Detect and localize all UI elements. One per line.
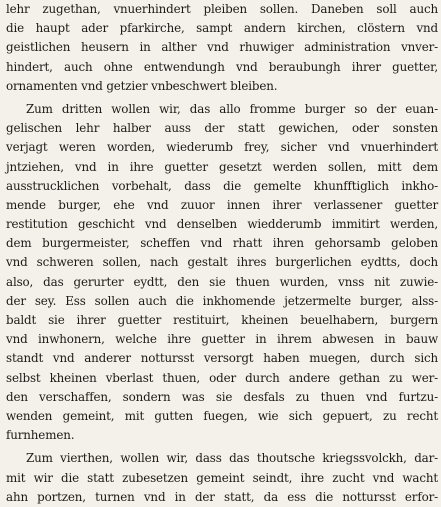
text-line: mende burger, ehe vnd zuuor innen ihrer verlassener guetter <box>6 197 438 212</box>
text-line: standt vnd anderer nottursst versorgt haben muegen, durch sich <box>6 351 438 366</box>
text-line: wenden gemeint, mit gutten fuegen, wie sich gepuert, zu recht <box>6 408 438 423</box>
text-line: mit wir die statt zubesetzen gemeint seindt, ihre zucht vnd wacht <box>6 470 438 485</box>
text-line: dem burgermeister, scheffen vnd rhatt ihren gehorsamb geloben <box>6 236 438 251</box>
paragraph <box>6 100 438 445</box>
text-line: vnd inwhonern, welche ihre guetter in ihrem abwesen in bauw <box>6 332 438 347</box>
document-body <box>6 0 438 507</box>
text-line: geistlichen heusern in alther vnd rhuwiger administration vnver- <box>6 40 438 55</box>
text-line: vnd schweren sollen, nach gestalt ihres burgerlichen eydtts, doch <box>6 255 438 270</box>
document-page <box>6 0 438 504</box>
text-line: baldt sie ihrer guetter restituirt, kheinen beuelhabern, burgern <box>6 313 438 327</box>
text-line: der sey. Ess sollen auch die inkhomende jetzermelte burger, alss- <box>6 293 438 308</box>
text-line: Zum vierthen, wollen wir, dass das thoutsche kriegssvolckh, dar- <box>26 451 438 466</box>
text-line: also, das gerurter eydtt, den sie thuen wurden, vnss nit zuwie- <box>6 274 438 289</box>
text-line: ausstrucklichen vorbehalt, dass die gemelte khunfftiglich inkho- <box>6 178 438 193</box>
text-line: Zum dritten wollen wir, das allo fromme burger so der euan- <box>26 101 438 116</box>
text-line: jntziehen, vnd in ihre guetter gesetzt werden sollen, mitt dem <box>6 159 438 174</box>
text-line: lehr zugethan, vnuerhindert pleiben sollen. Daneben soll auch <box>6 2 438 16</box>
text-line: verjagt weren worden, wiederumb frey, sicher vnd vnuerhindert <box>6 140 438 155</box>
text-line: hindert, auch ohne entwendungh vnd beraubungh ihrer guetter, <box>6 59 438 74</box>
text-line: ornamenten vnd getzier vnbeschwert bleiben. <box>6 78 278 93</box>
paragraph <box>6 449 438 507</box>
text-line: den verschaffen, sondern was sie desfals zu thuen vnd furtzu- <box>6 389 438 404</box>
text-line: gelischen lehr halber auss der statt gewichen, oder sonsten <box>6 121 438 136</box>
text-line: die haupt ader pfarkirche, sampt andern kirchen, clöstern vnd <box>6 21 438 36</box>
text-line: ahn portzen, turnen vnd in der statt, da ess die nottursst erfor- <box>6 489 438 504</box>
text-line: restitution geschicht vnd denselben wiedderumb immitirt werden, <box>6 217 438 232</box>
text-line: furnhemen. <box>6 428 75 443</box>
text-line: selbst kheinen vberlast thuen, oder durch andere gethan zu wer- <box>6 370 438 385</box>
paragraph <box>6 0 438 96</box>
